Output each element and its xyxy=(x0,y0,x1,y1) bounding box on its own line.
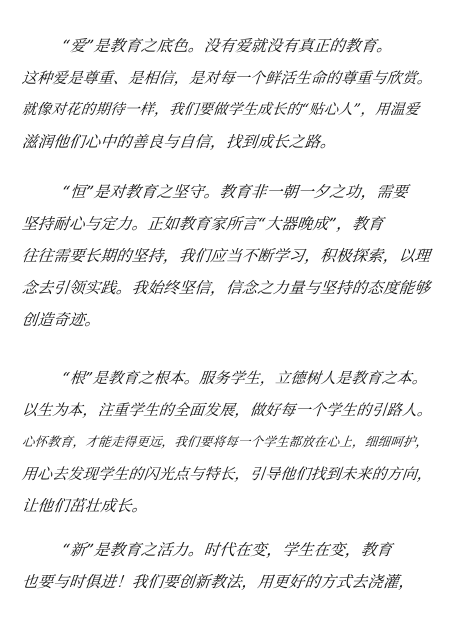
text-line: 以生为本，注重学生的全面发展，做好每一个学生的引路人。 xyxy=(21,401,434,419)
text-line: “根”是教育之根本。服务学生，立德树人是教育之本。 xyxy=(61,369,429,387)
text-line: 这种爱是尊重、是相信，是对每一个鲜活生命的尊重与欣赏。 xyxy=(21,69,434,87)
paragraph-love xyxy=(22,30,432,158)
text-line: 让他们茁壮成长。 xyxy=(21,497,149,515)
paragraph-perseverance xyxy=(22,176,432,336)
text-line: 用心去发现学生的闪光点与特长，引导他们找到未来的方向， xyxy=(21,465,434,483)
text-line: 滋润他们心中的善良与自信，找到成长之路。 xyxy=(21,133,337,151)
paragraph-root xyxy=(22,362,432,522)
paragraph-innovation xyxy=(22,534,432,598)
text-line: 念去引领实践。我始终坚信，信念之力量与坚持的态度能够 xyxy=(21,279,432,297)
text-line: 坚持耐心与定力。正如教育家所言“大器晚成”，教育 xyxy=(21,215,385,233)
text-line: “恒”是对教育之坚守。教育非一朝一夕之功，需要 xyxy=(61,183,409,201)
text-line: 就像对花的期待一样，我们要做学生成长的“贴心人”，用温爱 xyxy=(21,102,421,118)
text-line: 创造奇迹。 xyxy=(21,311,102,329)
text-line: 往往需要长期的坚持，我们应当不断学习，积极探索，以理 xyxy=(21,247,432,265)
text-line: 心怀教育，才能走得更远，我们要将每一个学生都放在心上，细细呵护， xyxy=(21,434,430,449)
text-line: 也要与时俱进！我们要创新教法，用更好的方式去浇灌， xyxy=(21,573,416,591)
text-line: “新”是教育之活力。时代在变，学生在变，教育 xyxy=(61,541,394,559)
text-line: “爱”是教育之底色。没有爱就没有真正的教育。 xyxy=(61,37,394,55)
